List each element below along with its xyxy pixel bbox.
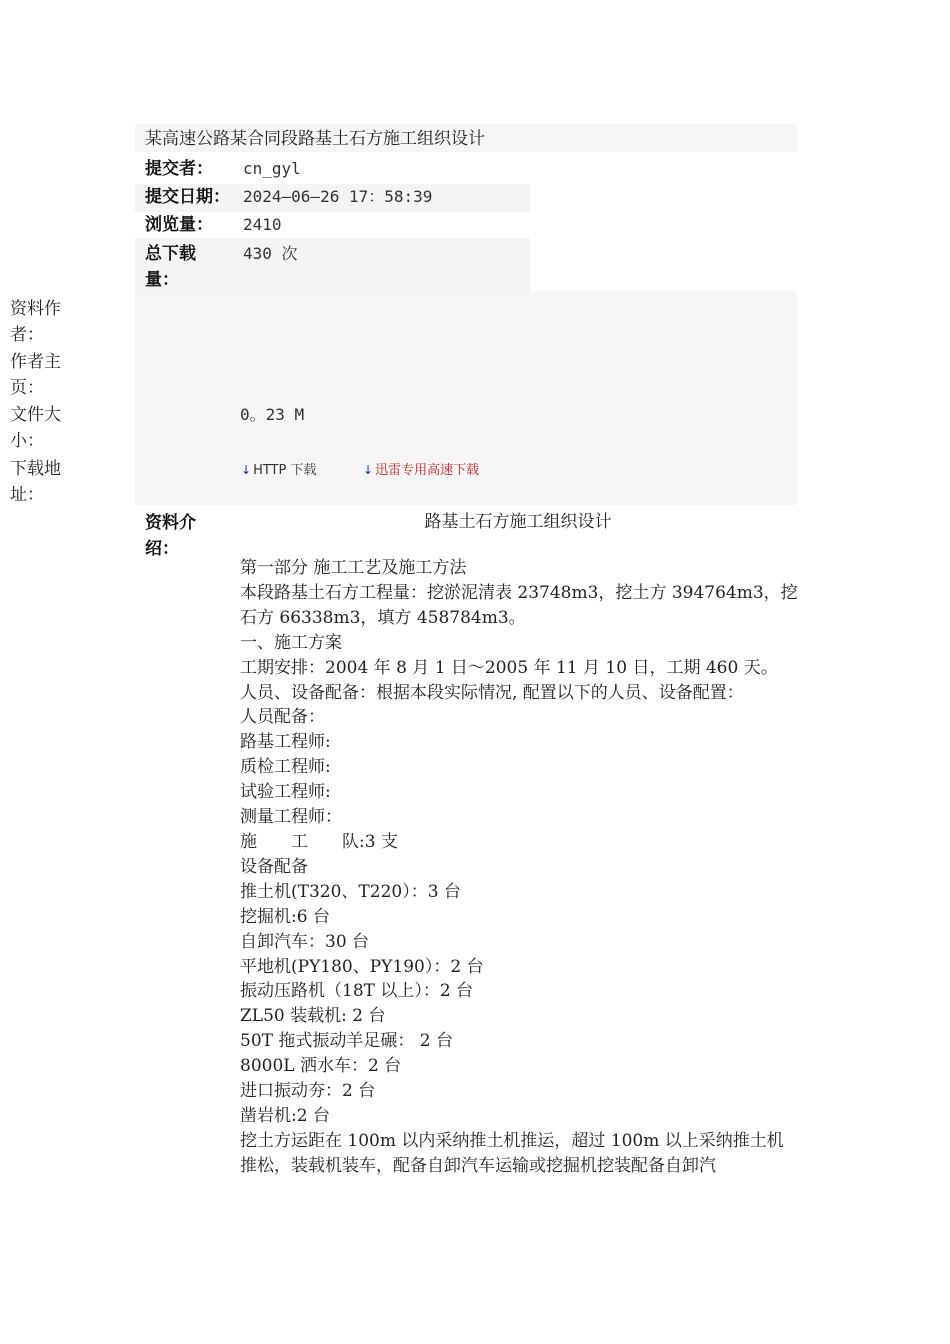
intro-paragraph: 自卸汽车：30 台 (240, 931, 370, 952)
intro-body (240, 556, 800, 1179)
intro-paragraph: 测量工程师： (240, 807, 342, 828)
intro-paragraph: 设备配备 (240, 856, 308, 877)
date-label: 提交日期： (145, 187, 230, 207)
doc-title: 路基土石方施工组织设计 (424, 512, 612, 532)
intro-paragraph: 本段路基土石方工程量：挖淤泥清表 23748m3，挖土方 394764m3，挖石方 66338m3，填方 458784m3。 (240, 582, 798, 628)
date-row (135, 184, 530, 212)
down-arrow-icon: ↓ (241, 463, 252, 477)
views-value: 2410 (243, 215, 282, 234)
downloads-row (135, 238, 530, 291)
intro-paragraph: 50T 拖式振动羊足碾： 2 台 (240, 1031, 453, 1052)
author-label: 资料作者： (10, 299, 61, 345)
filesize-label: 文件大小： (10, 405, 61, 451)
intro-label: 资料介绍： (145, 513, 196, 559)
intro-paragraph: 第一部分 施工工艺及施工方法 (240, 558, 467, 578)
intro-paragraph: 工期安排：2004 年 8 月 1 日～2005 年 11 月 10 日，工期 460 天。 (240, 657, 778, 678)
downloads-label: 总下载量： (145, 244, 196, 290)
download-label: 下载地址： (10, 459, 61, 505)
intro-paragraph: 凿岩机:2 台 (240, 1105, 330, 1126)
http-download-link[interactable] (241, 460, 316, 481)
http-download-text: HTTP 下载 (253, 463, 317, 478)
intro-paragraph: 进口振动夯：2 台 (240, 1081, 376, 1102)
page-title: 某高速公路某合同段路基土石方施工组织设计 (145, 129, 485, 149)
views-row (135, 212, 530, 240)
intro-paragraph: 挖掘机:6 台 (240, 906, 330, 927)
intro-paragraph: 施 工 队:3 支 (240, 831, 398, 852)
intro-paragraph: 8000L 洒水车：2 台 (240, 1056, 402, 1077)
down-arrow-icon: ↓ (363, 463, 374, 477)
intro-paragraph: 质检工程师: (240, 757, 331, 778)
views-label: 浏览量： (145, 215, 213, 235)
xunlei-download-text: 迅雷专用高速下载 (375, 463, 480, 478)
submitter-value: cn_gyl (243, 159, 301, 178)
submitter-label: 提交者： (145, 159, 213, 179)
title-bar (135, 124, 797, 152)
intro-paragraph: 试验工程师: (240, 782, 331, 803)
intro-paragraph: 振动压路机（18T 以上）：2 台 (240, 981, 474, 1002)
xunlei-download-link[interactable] (363, 460, 479, 481)
intro-paragraph: ZL50 装载机: 2 台 (240, 1006, 386, 1027)
submitter-row (135, 156, 530, 184)
intro-paragraph: 路基工程师: (240, 732, 331, 753)
intro-paragraph: 推土机(T320、T220）：3 台 (240, 881, 461, 902)
intro-paragraph: 人员配备： (240, 707, 325, 728)
intro-paragraph: 平地机(PY180、PY190）：2 台 (240, 956, 484, 977)
homepage-label: 作者主页： (10, 352, 61, 398)
intro-paragraph: 人员、设备配备：根据本段实际情况, 配置以下的人员、设备配置： (240, 682, 744, 703)
downloads-value: 430 次 (243, 244, 298, 263)
date-value: 2024—06—26 17：58:39 (243, 187, 433, 206)
filesize-value: 0。23 M (240, 405, 305, 424)
intro-paragraph: 一、施工方案 (240, 632, 342, 653)
intro-paragraph: 挖土方运距在 100m 以内采纳推土机推运，超过 100m 以上采纳推土机推松，装载机装车，配备自卸汽车运输或挖掘机挖装配备自卸汽 (240, 1130, 784, 1176)
